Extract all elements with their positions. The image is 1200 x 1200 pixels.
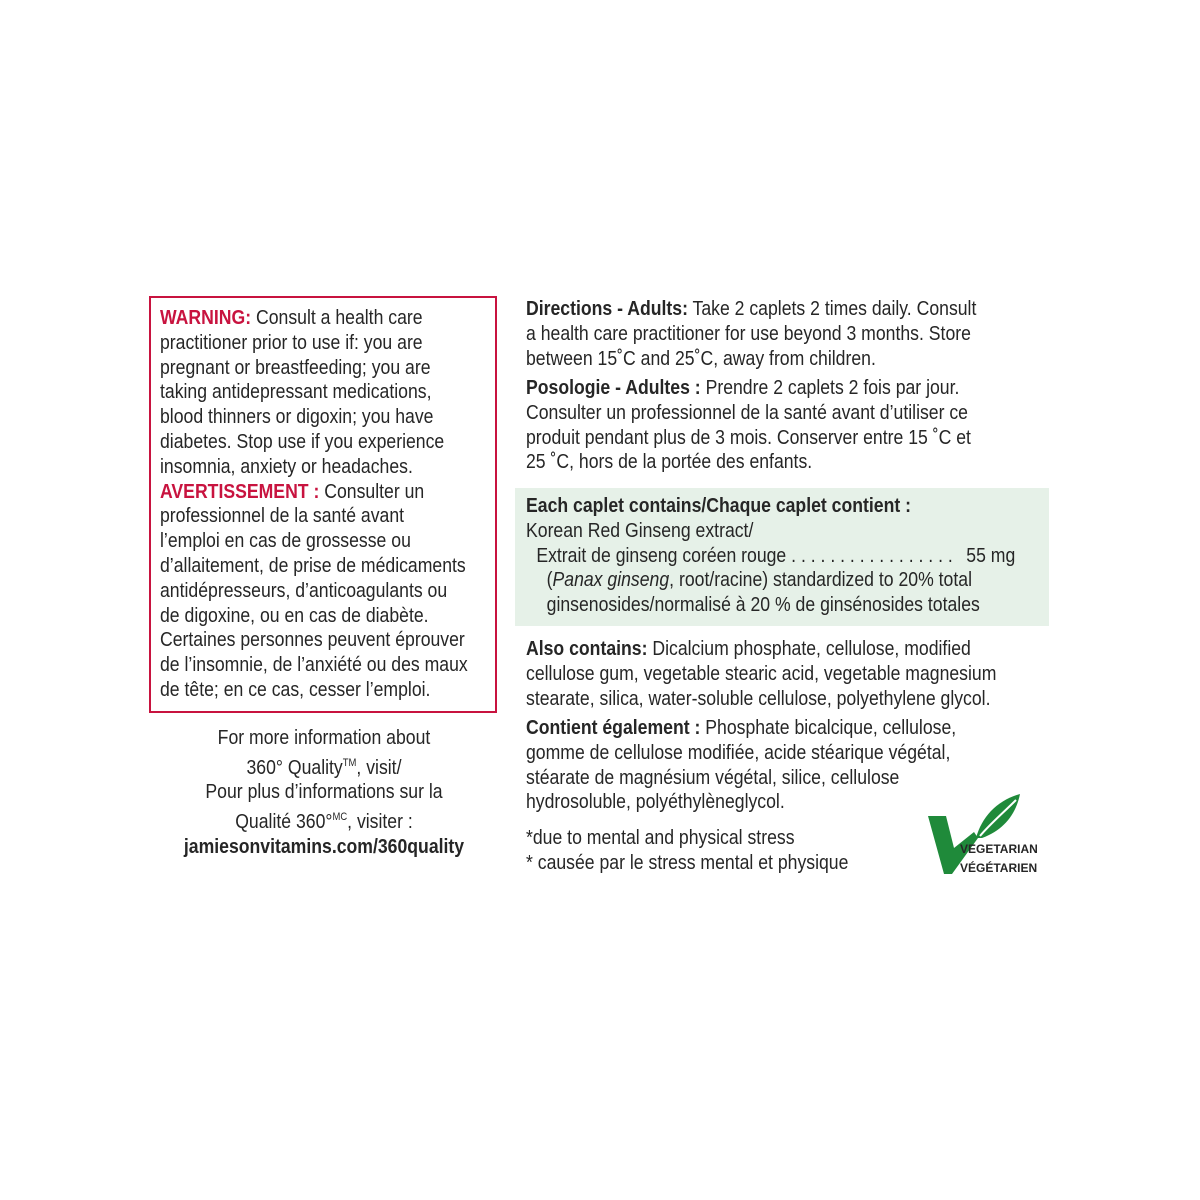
quality-info	[146, 726, 502, 860]
trademark-sup: TM	[342, 756, 357, 769]
warning-line: blood thinners or digoxin; you have	[160, 405, 434, 429]
avertissement-line: antidépresseurs, d’anticoagulants ou	[160, 578, 448, 602]
contient-line: stéarate de magnésium végétal, silice, cellulose	[526, 765, 900, 789]
warning-title: WARNING:	[160, 306, 252, 329]
ingredient-name: Extrait de ginseng coréen rouge	[536, 543, 787, 567]
ingredients-line: ginsenosides/normalisé à 20 % de ginsénosides totales	[546, 593, 980, 617]
trademark-sup: MC	[332, 811, 348, 824]
also-contains-line: Dicalcium phosphate, cellulose, modified	[647, 637, 971, 660]
avertissement-line: Consulter un	[319, 479, 425, 503]
avertissement-line: de digoxine, ou en cas de diabète.	[160, 603, 429, 627]
ingredient-detail: , root/racine) standardized to 20% total	[669, 568, 972, 592]
contient-line: Phosphate bicalcique, cellulose,	[700, 716, 957, 739]
vegetarian-logo	[926, 786, 1048, 878]
footnote: *due to mental and physical stress	[526, 826, 795, 849]
avertissement-line: de tête; en ce cas, cesser l’emploi.	[160, 677, 431, 701]
ingredients-line	[526, 544, 1015, 569]
contient-line: gomme de cellulose modifiée, acide stéarique végétal,	[526, 740, 951, 764]
directions-line: Take 2 caplets 2 times daily. Consult	[687, 297, 977, 320]
also-contains-fr	[526, 716, 956, 815]
also-contains-title: Also contains:	[526, 637, 648, 660]
paren-open: (	[546, 568, 553, 592]
ingredients-title: Each caplet contains/Chaque caplet contient :	[526, 494, 912, 517]
directions-title: Directions - Adults:	[526, 297, 688, 320]
warning-line: Consult a health care	[251, 306, 423, 329]
warning-text	[160, 306, 468, 703]
leader-dots: . . . . . . . . . . . . . . . . .	[786, 543, 958, 567]
posologie-line: Consulter un professionnel de la santé avant d’utiliser ce	[526, 400, 968, 424]
warning-line: diabetes. Stop use if you experience	[160, 429, 445, 453]
avertissement-line: professionnel de la santé avant	[160, 504, 405, 528]
footnotes	[526, 826, 848, 876]
posologie-line: Prendre 2 caplets 2 fois par jour.	[700, 376, 960, 399]
warning-box	[149, 296, 497, 713]
quality-info-line: For more information about	[217, 726, 431, 749]
directions-en	[526, 297, 976, 371]
also-contains-line: stearate, silica, water-soluble cellulose, polyethylene glycol.	[526, 686, 991, 710]
latin-name: Panax ginseng	[552, 568, 670, 592]
quality-fr-label: Qualité 360°	[235, 810, 333, 834]
warning-line: taking antidepressant medications,	[160, 380, 432, 404]
avertissement-line: l’emploi en cas de grossesse ou	[160, 529, 411, 553]
ingredients-text	[526, 494, 1015, 618]
posologie-line: 25 ˚C, hors de la portée des enfants.	[526, 450, 813, 474]
ingredient-amount: 55 mg	[966, 543, 1016, 567]
ingredients-line	[526, 568, 1015, 593]
avertissement-line: de l’insomnie, de l’anxiété ou des maux	[160, 653, 468, 677]
vegetarian-en-label: VEGETARIAN	[960, 842, 1038, 856]
contient-title: Contient également :	[526, 716, 701, 739]
warning-line: practitioner prior to use if: you are	[160, 330, 423, 354]
avertissement-line: Certaines personnes peuvent éprouver	[160, 628, 465, 652]
warning-line: insomnia, anxiety or headaches.	[160, 454, 413, 478]
posologie-title: Posologie - Adultes :	[526, 376, 701, 399]
vegetarian-leaf-icon	[926, 786, 1048, 878]
vegetarian-fr-label: VÉGÉTARIEN	[960, 861, 1038, 875]
also-contains-line: cellulose gum, vegetable stearic acid, vegetable magnesium	[526, 661, 997, 685]
ingredients-box	[515, 488, 1049, 626]
quality-info-line: Pour plus d’informations sur la	[205, 780, 443, 804]
avertissement-line: d’allaitement, de prise de médicaments	[160, 553, 466, 577]
ingredients-line: Korean Red Ginseng extract/	[526, 518, 754, 542]
quality-info-line	[171, 805, 477, 835]
quality-url[interactable]: jamiesonvitamins.com/360quality	[183, 834, 465, 858]
contient-line: hydrosoluble, polyéthylèneglycol.	[526, 790, 785, 814]
directions-line: a health care practitioner for use beyond 3 months. Store	[526, 321, 971, 345]
posologie-line: produit pendant plus de 3 mois. Conserver entre 15 ˚C et	[526, 425, 971, 449]
footnote: * causée par le stress mental et physique	[526, 850, 849, 874]
quality-fr-tail: , visiter :	[347, 810, 413, 834]
directions-line: between 15˚C and 25˚C, away from children.	[526, 346, 876, 370]
quality-info-line	[171, 751, 477, 781]
warning-line: pregnant or breastfeeding; you are	[160, 355, 431, 379]
directions-fr	[526, 376, 971, 475]
quality-en-label: 360° Quality	[246, 755, 343, 779]
avertissement-title: AVERTISSEMENT :	[160, 479, 320, 503]
quality-en-tail: , visit/	[356, 755, 402, 779]
also-contains-en	[526, 637, 996, 711]
